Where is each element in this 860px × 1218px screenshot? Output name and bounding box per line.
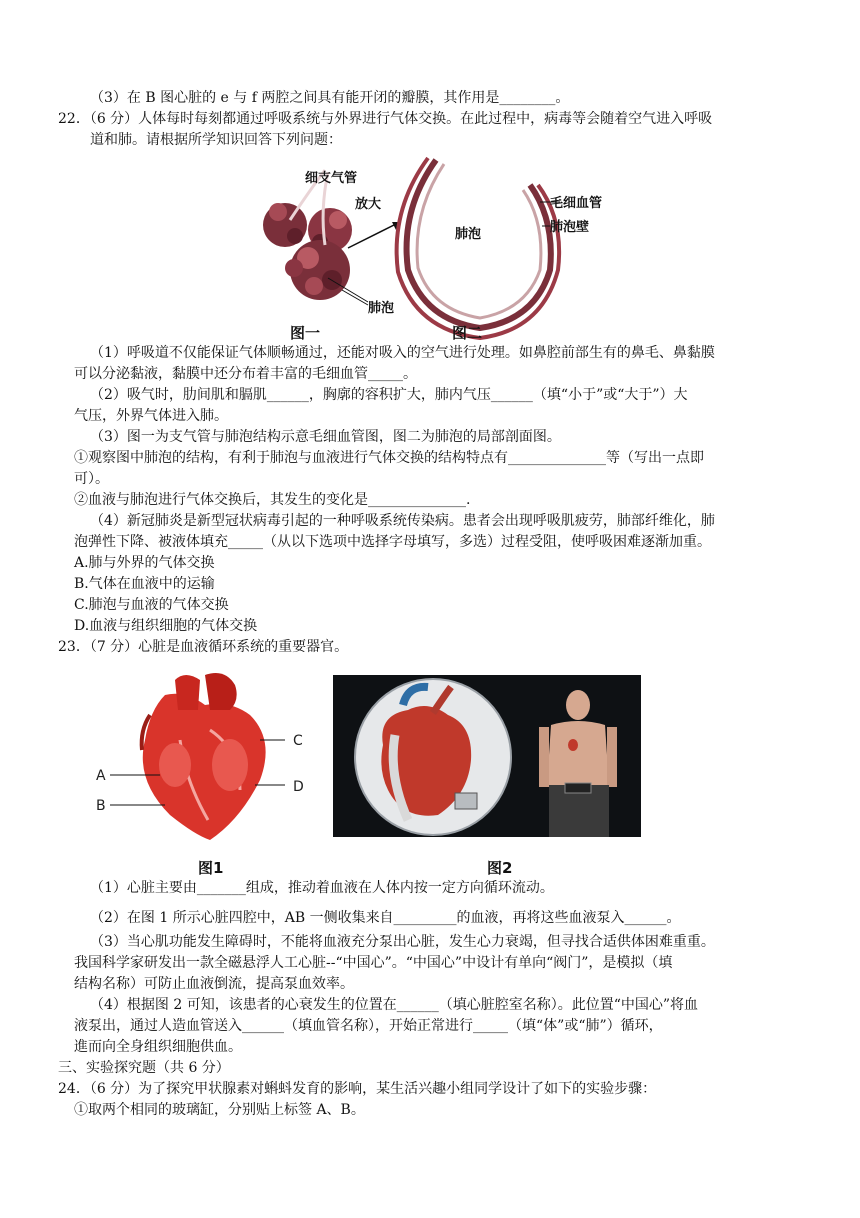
enlarge-arrow — [348, 222, 400, 248]
alveolar-wall-label: 肺泡壁 — [550, 220, 590, 235]
q23-part3-line1: （3）当心肌功能发生障碍时，不能将血液充分泵出心脏，发生心力衰竭，但寻找合适供体困难重重。 — [90, 934, 715, 950]
alveolus-inner-label: 肺泡 — [455, 227, 482, 242]
q22-part3-sub2: ②血液与肺泡进行气体交换后，其发生的变化是______________. — [74, 492, 471, 508]
q22-part4-line2: 泡弹性下降、被液体填充_____（从以下选项中选择字母填写，多选）过程受阻，使呼吸困难逐渐加重。 — [74, 534, 711, 550]
q22-part3-sub1-line1: ①观察图中肺泡的结构，有利于肺泡与血液进行气体交换的结构特点有______________等（写出一点即 — [74, 450, 704, 466]
q23-part4-line1: （4）根据图 2 可知，该患者的心衰发生的位置在______（填心脏腔室名称）。此位置“中国心”将血 — [90, 997, 699, 1013]
label-d: D — [293, 779, 304, 795]
alveolus-section-illustration — [397, 158, 560, 338]
enlarge-label: 放大 — [355, 197, 382, 212]
q22-part1-line1: （1）呼吸道不仅能保证气体顺畅通过，还能对吸入的空气进行处理。如鼻腔前部生有的鼻毛、鼻黏膜 — [90, 345, 715, 361]
question-23-stem: 23．（7 分）心脏是血液循环系统的重要器官。 — [58, 639, 349, 655]
q22-part4-line1: （4）新冠肺炎是新型冠状病毒引起的一种呼吸系统传染病。患者会出现呼吸肌疲劳，肺部纤维化，肺 — [90, 513, 715, 529]
option-a: A.肺与外界的气体交换 — [74, 555, 215, 571]
figure-1-lung-caption: 图一 — [290, 324, 321, 342]
label-c: C — [293, 733, 303, 749]
figure-2-heart-caption: 图2 — [487, 859, 513, 877]
question-22-stem: 22．（6 分）人体每时每刻都通过呼吸系统与外界进行气体交换。在此过程中，病毒等会随着空气进入呼吸 — [58, 111, 713, 127]
figure-right-arm — [607, 727, 617, 787]
label-a: A — [96, 768, 106, 784]
q23-part4-line2: 液泵出，通过人造血管送入______（填血管名称），开始正常进行_____（填“体”或“肺”）循环， — [74, 1018, 663, 1034]
bronchiole-label: 细支气管 — [305, 171, 358, 186]
q23-part3-line3: 结构名称）可防止血液倒流，提高泵血效率。 — [74, 976, 354, 992]
heart-figure-1 — [90, 670, 330, 845]
figure-head — [566, 690, 590, 720]
option-d: D.血液与组织细胞的气体交换 — [74, 618, 258, 634]
option-c: C.肺泡与血液的气体交换 — [74, 597, 229, 613]
figure-heart — [568, 739, 578, 751]
q23-part3-line2: 我国科学家研发出一款全磁悬浮人工心脏--“中国心”。“中国心”中设计有单向“阀门”，是模拟（填 — [74, 955, 673, 971]
alveoli-cluster-illustration — [263, 170, 352, 300]
figure-2-lung-caption: 图二 — [452, 324, 483, 342]
artificial-heart-figure-2 — [333, 675, 641, 837]
alveoli-pointer-2 — [342, 290, 368, 305]
heart-illustration — [142, 673, 266, 840]
alveoli-label: 肺泡 — [368, 301, 395, 316]
lung-alveolus-figure — [250, 150, 620, 342]
pump-device — [455, 793, 477, 809]
question-22-stem-cont: 道和肺。请根据所学知识回答下列问题： — [90, 132, 342, 148]
option-b: B.气体在血液中的运输 — [74, 576, 215, 592]
figure-torso — [547, 721, 609, 785]
label-b: B — [96, 798, 106, 814]
q22-part1-line2: 可以分泌黏液，黏膜中还分布着丰富的毛细血管_____。 — [74, 366, 417, 382]
q24-step1: ①取两个相同的玻璃缸，分别贴上标签 A、B。 — [74, 1102, 365, 1118]
capillary-label: 毛细血管 — [550, 196, 603, 211]
q22-part2-line1: （2）吸气时，肋间肌和膈肌______，胸廓的容积扩大，肺内气压______（填“小于”或“大于”）大 — [90, 387, 688, 403]
q22-part3-sub1-line2: 可）。 — [74, 471, 109, 487]
q23-part1: （1）心脏主要由_______组成，推动着血液在人体内按一定方向循环流动。 — [90, 880, 554, 896]
q23-part4-line3: 進而向全身组织细胞供血。 — [74, 1039, 242, 1055]
figure-left-arm — [539, 727, 549, 787]
q22-part3: （3）图一为支气管与肺泡结构示意毛细血管图，图二为肺泡的局部剖面图。 — [90, 429, 561, 445]
question-21-part3: （3）在 B 图心脏的 e 与 f 两腔之间具有能开闭的瓣膜，其作用是________。 — [90, 90, 570, 106]
section-3-heading: 三、实验探究题（共 6 分） — [58, 1060, 230, 1076]
q23-part2: （2）在图 1 所示心脏四腔中，AB 一侧收集来自_________的血液，再将这些血液泵入______。 — [90, 910, 681, 926]
figure-controller — [565, 783, 591, 793]
figure-1-heart-caption: 图1 — [198, 859, 224, 877]
question-24-stem: 24．（6 分）为了探究甲状腺素对蝌蚪发育的影响，某生活兴趣小组同学设计了如下的实验步骤： — [58, 1081, 657, 1097]
q22-part2-line2: 气压，外界气体进入肺。 — [74, 408, 228, 424]
